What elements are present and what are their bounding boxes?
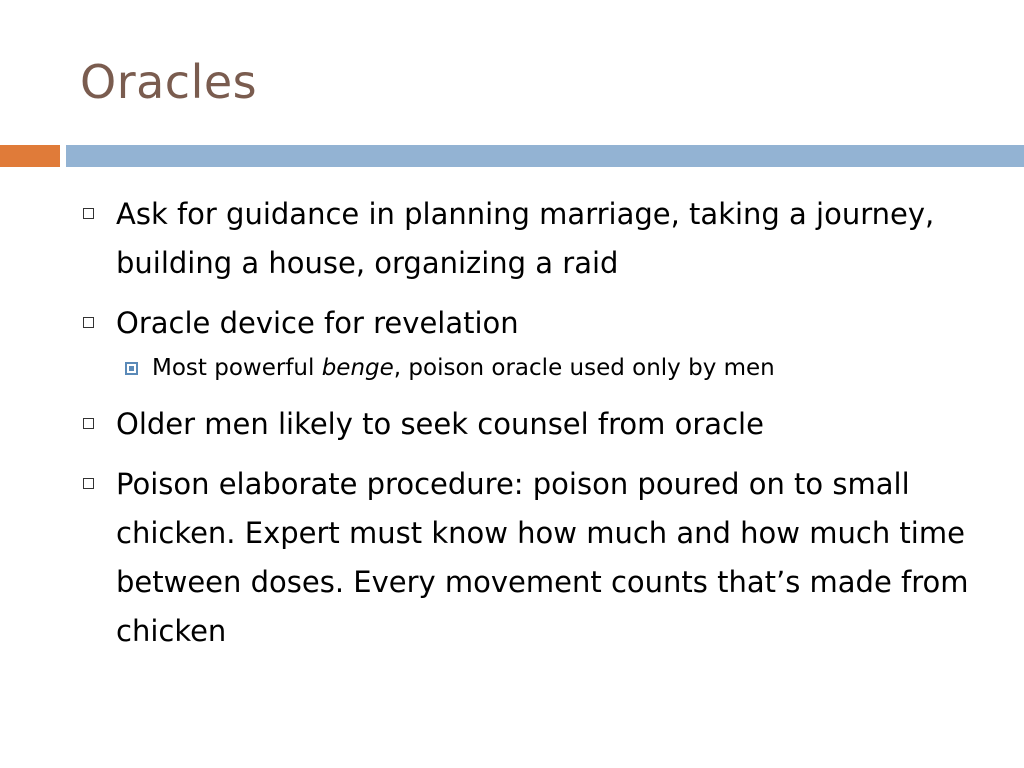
sub-bullet-italic-term: benge: [321, 355, 394, 381]
accent-bar: [0, 145, 60, 167]
slide-title: Oracles: [80, 55, 258, 109]
square-bullet-icon: [83, 418, 94, 429]
title-divider-bar: [66, 145, 1024, 167]
bullet-list: [80, 190, 980, 667]
bullet-text: Poison elaborate procedure: poison poured on to small chicken. Expert must know how much and how much time between doses. Every movement counts that’s made from chicken: [116, 467, 969, 648]
sub-bullet-item: [80, 353, 980, 383]
bullet-text: Older men likely to seek counsel from oracle: [116, 407, 764, 441]
sub-bullet-text-after: , poison oracle used only by men: [393, 355, 775, 381]
square-bullet-icon: [83, 478, 94, 489]
bullet-item: [80, 299, 980, 348]
bullet-item: [80, 190, 980, 288]
square-bullet-icon: [83, 317, 94, 328]
sub-bullet-text-before: Most powerful: [152, 355, 322, 381]
filled-square-bullet-icon: [125, 362, 138, 375]
bullet-item: [80, 400, 980, 449]
square-bullet-icon: [83, 208, 94, 219]
bullet-text: Ask for guidance in planning marriage, taking a journey, building a house, organizing a raid: [116, 197, 935, 280]
bullet-text: Oracle device for revelation: [116, 306, 519, 340]
bullet-item: [80, 460, 980, 656]
